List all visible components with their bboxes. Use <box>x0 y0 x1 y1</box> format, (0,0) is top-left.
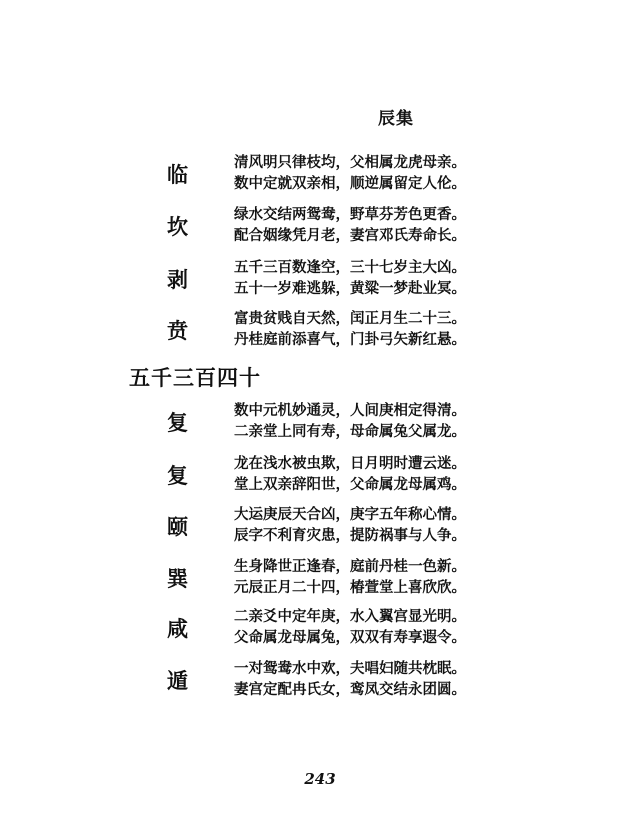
hexagram-name: 贲 <box>167 318 188 343</box>
verse-line: 清风明只律枝均，父相属龙虎母亲。 <box>234 154 466 171</box>
verse-line: 数中元机妙通灵，人间庚相定得清。 <box>234 402 466 419</box>
verse-lines <box>234 204 466 246</box>
verse-line: 大运庚辰天合凶，庚字五年称心情。 <box>234 506 466 523</box>
hexagram-name: 复 <box>167 410 188 435</box>
verse-line: 生身降世正逢春，庭前丹桂一色新。 <box>234 558 466 575</box>
hexagram-name: 咸 <box>167 616 188 641</box>
verse-entry <box>0 204 640 248</box>
verse-entry <box>0 308 640 352</box>
verse-line: 元辰正月二十四，椿萱堂上喜欣欣。 <box>234 579 466 596</box>
verse-line: 二亲爻中定年庚，水入翼宫显光明。 <box>234 608 466 625</box>
running-head: 辰集 <box>378 109 414 129</box>
verse-entry <box>0 556 640 600</box>
verse-line: 数中定就双亲相，顺逆属留定人伦。 <box>234 175 466 192</box>
hexagram-name: 遁 <box>167 668 188 693</box>
verse-line: 一对鸳鸯水中欢，夫唱妇随共枕眠。 <box>234 660 466 677</box>
verse-lines <box>234 606 466 648</box>
verse-entry <box>0 504 640 548</box>
verse-line: 父命属龙母属兔，双双有寿享遐令。 <box>234 629 466 646</box>
verse-entry <box>0 658 640 702</box>
hexagram-name: 颐 <box>167 514 188 539</box>
verse-lines <box>234 152 466 194</box>
verse-lines <box>234 504 466 546</box>
verse-lines <box>234 453 466 495</box>
hexagram-name: 临 <box>167 162 188 187</box>
hexagram-name: 复 <box>167 463 188 488</box>
verse-lines <box>234 658 466 700</box>
page-number: 243 <box>304 770 336 788</box>
hexagram-name: 剥 <box>167 267 188 292</box>
verse-entry <box>0 453 640 497</box>
verse-entry <box>0 152 640 196</box>
verse-line: 五十一岁难逃躲，黄粱一梦赴业冥。 <box>234 280 466 297</box>
hexagram-name: 坎 <box>167 214 188 239</box>
verse-line: 配合姻缘凭月老，妻宫邓氏寿命长。 <box>234 227 466 244</box>
verse-line: 堂上双亲辞阳世，父命属龙母属鸡。 <box>234 476 466 493</box>
verse-entry <box>0 257 640 301</box>
verse-line: 辰字不利育灾患，提防祸事与人争。 <box>234 527 466 544</box>
section-title: 五千三百四十 <box>129 365 261 390</box>
verse-line: 龙在浅水被虫欺，日月明时遭云迷。 <box>234 455 466 472</box>
verse-entry <box>0 400 640 444</box>
verse-lines <box>234 556 466 598</box>
verse-line: 二亲堂上同有寿，母命属兔父属龙。 <box>234 423 466 440</box>
verse-entry <box>0 606 640 650</box>
hexagram-name: 巽 <box>167 566 188 591</box>
verse-line: 绿水交结两鸳鸯，野草芬芳色更香。 <box>234 206 466 223</box>
verse-line: 富贵贫贱自天然，闰正月生二十三。 <box>234 310 466 327</box>
verse-line: 妻宫定配冉氏女，鸾凤交结永团圆。 <box>234 681 466 698</box>
verse-lines <box>234 400 466 442</box>
verse-lines <box>234 257 466 299</box>
verse-line: 五千三百数逢空，三十七岁主大凶。 <box>234 259 466 276</box>
verse-line: 丹桂庭前添喜气，门卦弓矢新红悬。 <box>234 331 466 348</box>
verse-lines <box>234 308 466 350</box>
